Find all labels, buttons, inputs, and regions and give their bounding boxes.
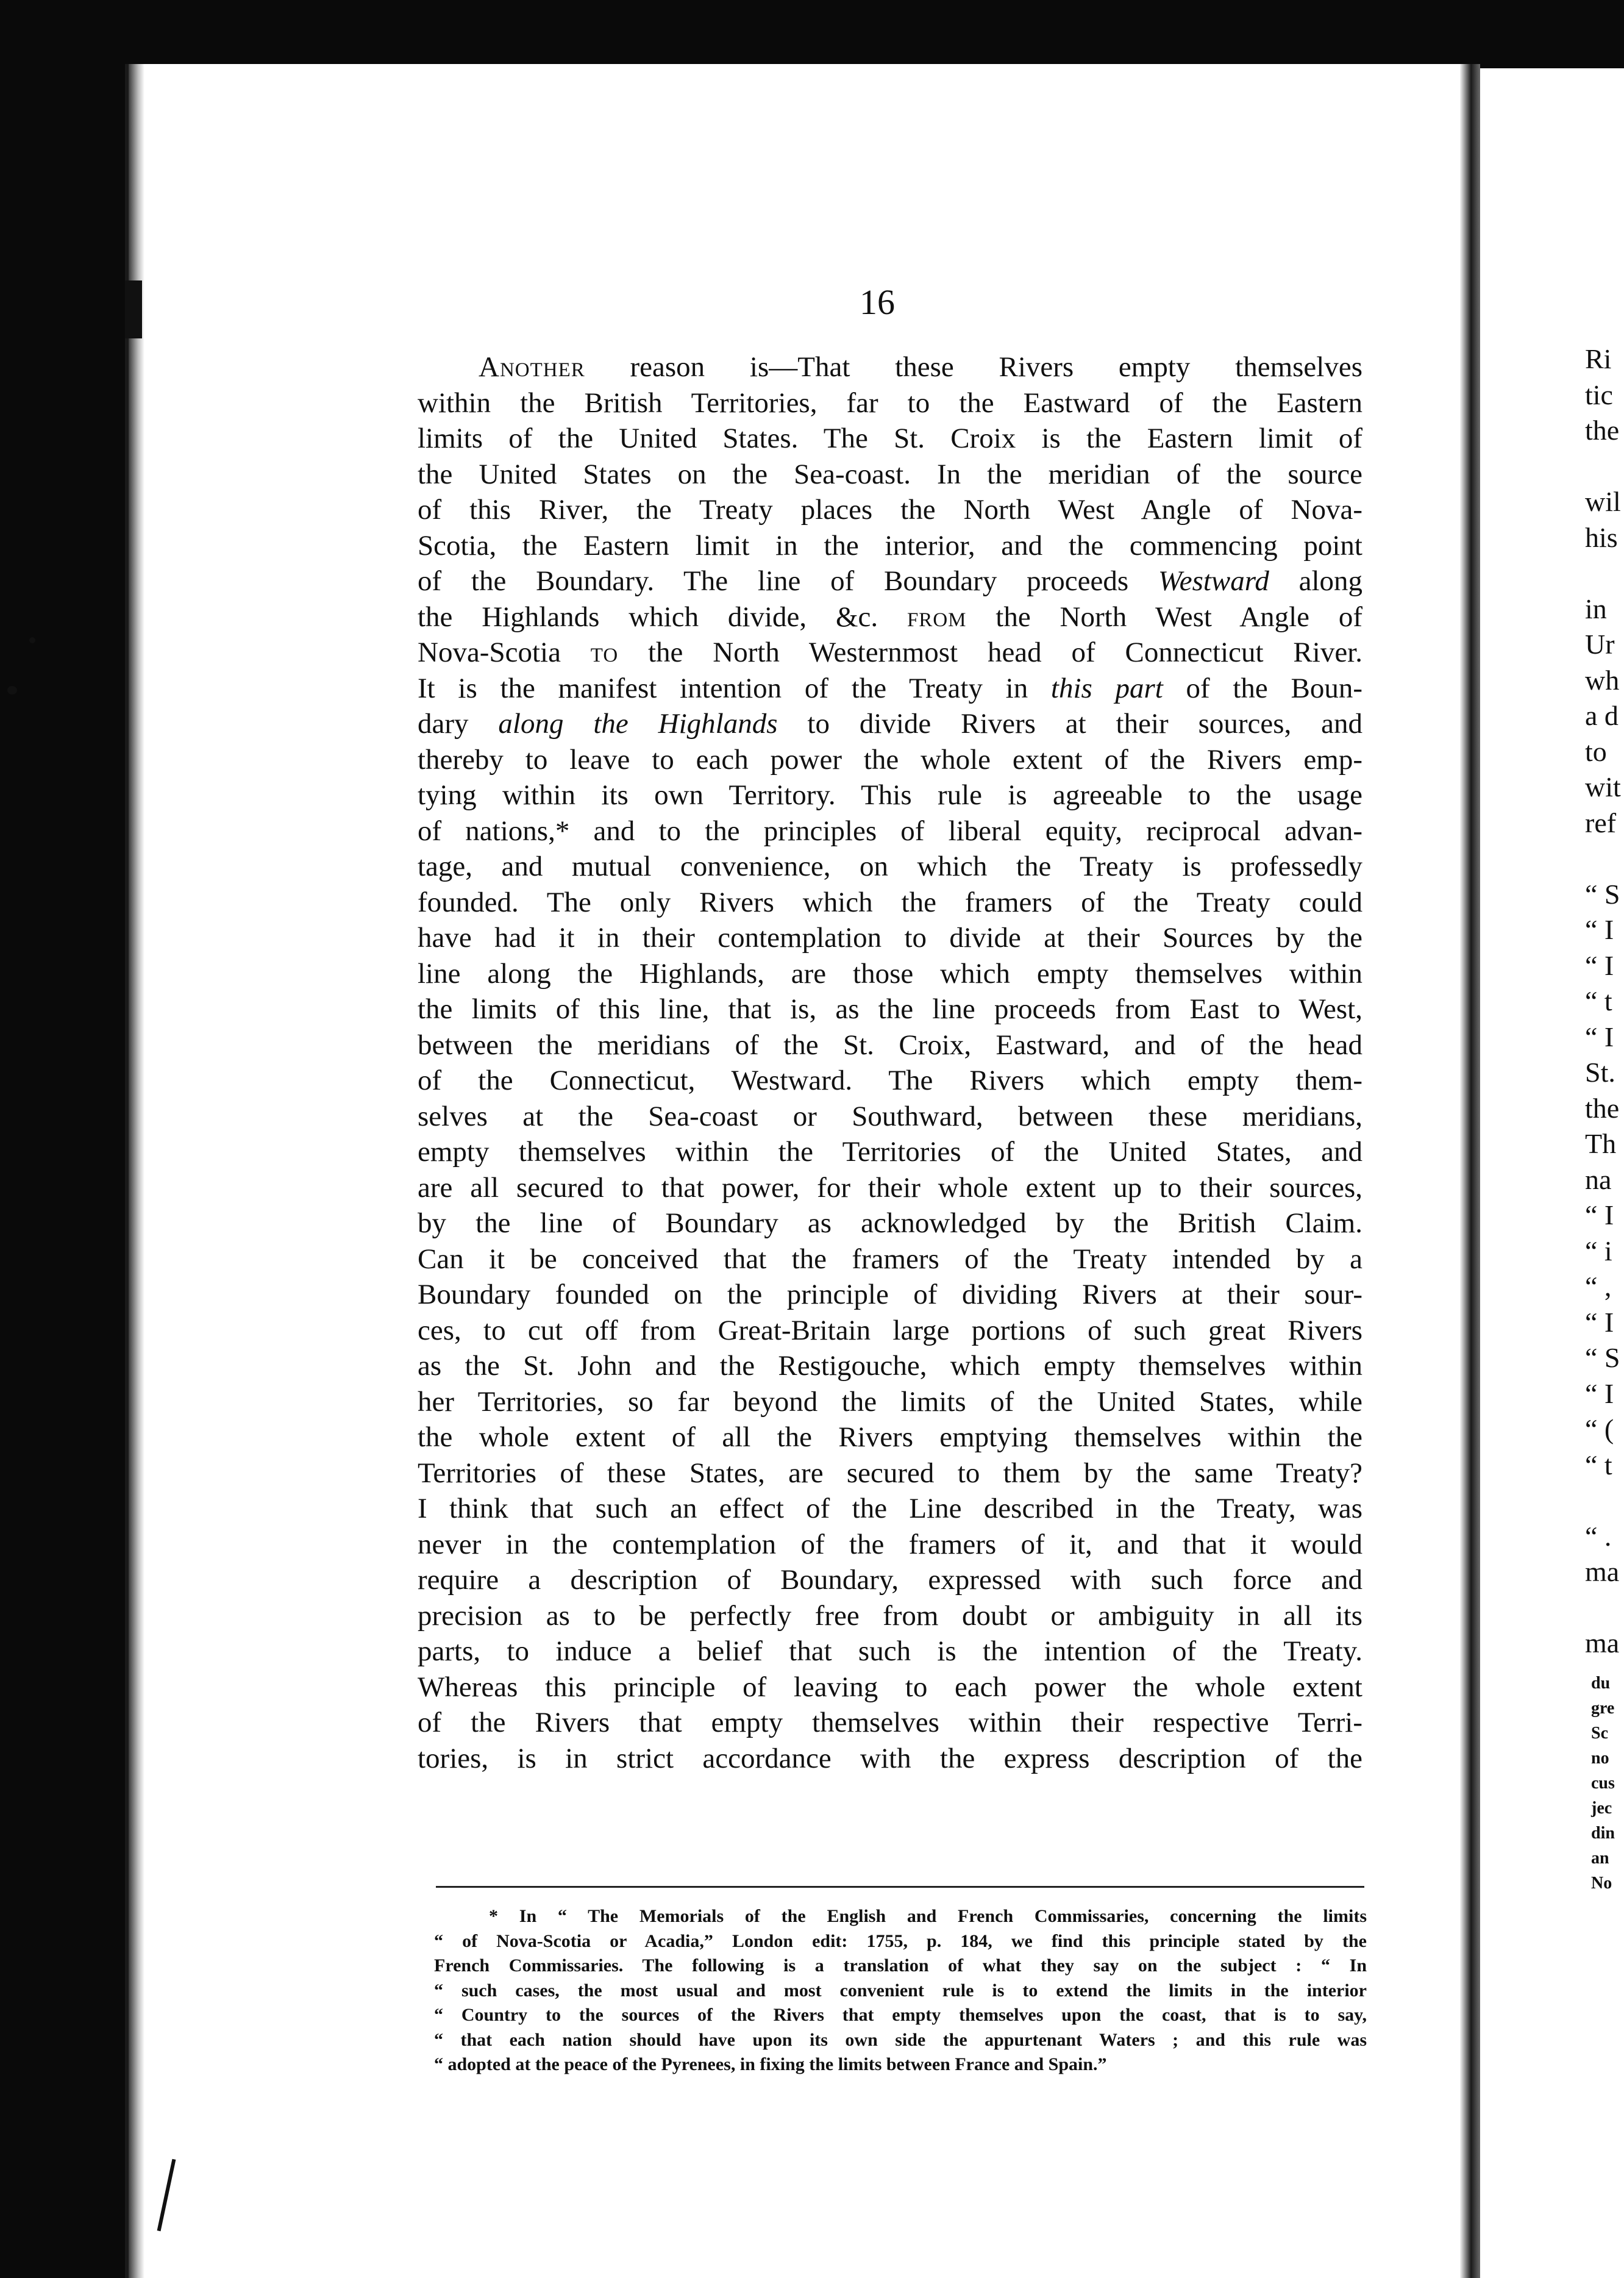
body-line (418, 421, 1362, 457)
body-line-text: founded. The only Rivers which the framers of the Treaty could (418, 886, 1362, 918)
body-line-text: Territories of these States, are secured to them by the same Treaty? (418, 1457, 1362, 1489)
body-line (418, 1205, 1362, 1241)
body-line (418, 849, 1362, 885)
body-line-text: the limits of this line, that is, as the line proceeds from East to West, (418, 993, 1362, 1025)
body-line (418, 742, 1362, 778)
small-caps-word: from (906, 601, 967, 633)
page-binding-edge (129, 64, 144, 2278)
body-line (418, 635, 1362, 671)
body-line-text: tage, and mutual convenience, on which the Treaty is professedly (418, 851, 1362, 882)
body-line-text: Scotia, the Eastern limit in the interior, and the commencing point (418, 529, 1362, 562)
body-line-text: between the meridians of the St. Croix, Eastward, and of the head (418, 1029, 1362, 1061)
footnote-line: “ such cases, the most usual and most convenient rule is to extend the limits in the interior (434, 1980, 1367, 2001)
body-line (418, 1705, 1362, 1741)
body-line (418, 1241, 1362, 1277)
body-line-text: Can it be conceived that the framers of the Treaty intended by a (418, 1243, 1362, 1275)
body-line-text: along (1269, 565, 1362, 597)
footnote-line: “ of Nova-Scotia or Acadia,” London edit: 1755, p. 184, we find this principle stated by the (434, 1930, 1367, 1951)
body-line (418, 1741, 1362, 1777)
body-line-text: of the Boun- (1163, 672, 1362, 704)
italic-phrase: this part (1050, 672, 1163, 704)
footnote-rule (436, 1886, 1364, 1888)
body-line (418, 1134, 1362, 1170)
body-line-text: within the British Territories, far to the Eastward of the Eastern (418, 387, 1362, 419)
body-line-text: by the line of Boundary as acknowledged by the British Claim. (418, 1207, 1362, 1239)
binding-mark (125, 280, 142, 338)
body-line (418, 1099, 1362, 1135)
body-line (418, 1491, 1362, 1527)
body-line (418, 1562, 1362, 1598)
footnote (434, 1904, 1367, 2077)
body-line (418, 1455, 1362, 1491)
facing-page-text: Ri tic the wil his in Ur wh a d to wit ref “ S “ I “ I “ t “ I St. the Th na “ I “ i “ , “ I “ S “ I “ ( “ t “ . ma ma (1585, 343, 1621, 1659)
body-line-text: Whereas this principle of leaving to each power the whole extent (418, 1671, 1362, 1703)
body-line (418, 1170, 1362, 1206)
book-gutter (1460, 64, 1480, 2278)
body-line-text: reason is—That these Rivers empty themselves (585, 351, 1362, 383)
body-line (418, 599, 1362, 635)
margin-speck (29, 637, 35, 643)
facing-page-footnote: du gre Sc no cus jec din an No (1591, 1674, 1615, 1893)
footnote-line: * In “ The Memorials of the English and French Commissaries, concerning the limits (489, 1906, 1367, 1926)
body-line-text: of this River, the Treaty places the North West Angle of Nova- (418, 494, 1362, 526)
body-line-text: empty themselves within the Territories of the United States, and (418, 1136, 1362, 1168)
body-line-text: require a description of Boundary, expressed with such force and (418, 1564, 1362, 1596)
margin-speck (7, 686, 17, 694)
body-line (418, 920, 1362, 956)
small-caps-word: to (590, 637, 619, 668)
body-line (418, 1027, 1362, 1063)
body-line (418, 1384, 1362, 1420)
body-line-text: never in the contemplation of the framers of it, and that it would (418, 1528, 1362, 1560)
body-line-text: the North Westernmost head of Connecticut River. (618, 637, 1362, 668)
body-line-text: tying within its own Territory. This rule is agreeable to the usage (418, 779, 1362, 811)
body-line-text: of nations,* and to the principles of liberal equity, reciprocal advan- (418, 815, 1362, 847)
body-line (418, 385, 1362, 421)
body-line-text: the United States on the Sea-coast. In the meridian of the source (418, 458, 1362, 490)
body-line (418, 991, 1362, 1027)
page-number: 16 (860, 282, 895, 322)
body-line-text: of the Rivers that empty themselves within their respective Terri- (418, 1707, 1362, 1738)
body-line-text: of the Connecticut, Westward. The Rivers which empty them- (418, 1065, 1362, 1096)
body-line-text: the North West Angle of (966, 601, 1363, 633)
body-line-text: to divide Rivers at their sources, and (777, 708, 1363, 740)
body-line (418, 1063, 1362, 1099)
body-line (418, 777, 1362, 813)
body-line (418, 457, 1362, 493)
body-line-text: Nova-Scotia (418, 637, 591, 668)
italic-phrase: along the Highlands (498, 708, 778, 740)
body-line-text: her Territories, so far beyond the limits of the United States, while (418, 1385, 1362, 1418)
body-line (418, 1527, 1362, 1563)
body-line (418, 1669, 1362, 1705)
footnote-line: “ Country to the sources of the Rivers that empty themselves upon the coast, that is to say, (434, 2005, 1367, 2025)
italic-phrase: Westward (1158, 565, 1269, 597)
body-line-text: are all secured to that power, for their whole extent up to their sources, (418, 1171, 1362, 1204)
body-line (418, 492, 1362, 528)
body-line (418, 1419, 1362, 1455)
body-line-text: It is the manifest intention of the Treaty in (418, 672, 1051, 704)
body-line-text: dary (418, 708, 499, 740)
body-line (418, 885, 1362, 921)
footnote-line: “ adopted at the peace of the Pyrenees, in fixing the limits between France and Spain.” (434, 2054, 1107, 2074)
body-line (418, 1277, 1362, 1313)
body-line-text: have had it in their contemplation to divide at their Sources by the (418, 922, 1362, 954)
body-line (418, 671, 1362, 707)
body-line (418, 1348, 1362, 1384)
body-line (418, 1634, 1362, 1669)
body-line-text: the whole extent of all the Rivers emptying themselves within the (418, 1421, 1362, 1453)
body-lead-word: Another (479, 351, 585, 383)
body-line-text: line along the Highlands, are those which empty themselves within (418, 957, 1362, 990)
body-line-text: selves at the Sea-coast or Southward, between these meridians, (418, 1100, 1362, 1132)
body-line-text: of the Boundary. The line of Boundary proceeds (418, 565, 1158, 597)
body-line-text: parts, to induce a belief that such is the intention of the Treaty. (418, 1635, 1362, 1667)
body-line (418, 956, 1362, 992)
footnote-line: “ that each nation should have upon its own side the appurtenant Waters ; and this rule was (434, 2029, 1367, 2050)
body-text (418, 349, 1362, 1776)
body-line-text: ces, to cut off from Great-Britain large portions of such great Rivers (418, 1314, 1362, 1346)
body-line (418, 1313, 1362, 1349)
body-line-text: tories, is in strict accordance with the express description of the (418, 1742, 1362, 1774)
body-line (418, 563, 1362, 599)
body-line (418, 528, 1362, 564)
body-line-text: as the St. John and the Restigouche, which empty themselves within (418, 1350, 1362, 1382)
body-line (418, 349, 1362, 385)
body-line (418, 1598, 1362, 1634)
body-line-text: the Highlands which divide, &c. (418, 601, 907, 633)
body-line-text: I think that such an effect of the Line described in the Treaty, was (418, 1493, 1362, 1524)
body-line-text: thereby to leave to each power the whole extent of the Rivers emp- (418, 743, 1362, 776)
body-line (418, 813, 1362, 849)
body-line-text: precision as to be perfectly free from doubt or ambiguity in all its (418, 1599, 1362, 1632)
body-line-text: Boundary founded on the principle of dividing Rivers at their sour- (418, 1279, 1362, 1310)
body-line-text: limits of the United States. The St. Croix is the Eastern limit of (418, 423, 1362, 454)
body-line (418, 706, 1362, 742)
footnote-line: French Commissaries. The following is a translation of what they say on the subject : “ In (434, 1955, 1367, 1976)
